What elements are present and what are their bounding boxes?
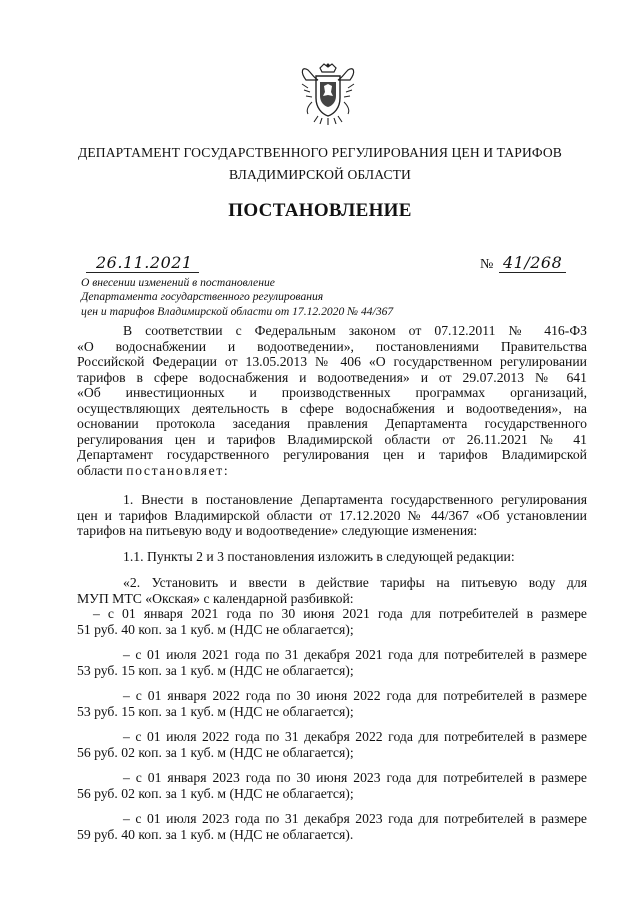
subject-line: О внесении изменений в постановление	[81, 276, 275, 289]
tariff-item	[77, 688, 587, 719]
item-1-paragraph	[77, 492, 587, 539]
document-number: 41/268	[503, 253, 563, 272]
text-line: – с 01 января 2021 года по 30 июня 2021 года для потребителей в размере	[93, 606, 587, 621]
tariff-item	[77, 647, 587, 678]
text-line: тарифов на питьевую воду и водоотведение» следующие изменения:	[77, 523, 478, 538]
text-line: – с 01 июля 2021 года по 31 декабря 2021 года для потребителей в размере	[123, 647, 587, 662]
tariff-item	[77, 811, 587, 842]
tariff-item	[77, 606, 587, 637]
text-line: регулирования цен и тарифов Владимирской области от 26.11.2021 № 41	[77, 431, 587, 447]
text-line: – с 01 января 2023 года по 30 июня 2023 года для потребителей в размере	[123, 770, 587, 785]
text-line: 56 руб. 02 коп. за 1 куб. м (НДС не облагается);	[77, 785, 354, 801]
text-line: – с 01 июля 2022 года по 31 декабря 2022 года для потребителей в размере	[123, 729, 587, 744]
item-2-paragraph	[77, 575, 587, 842]
text-fragment: области	[77, 462, 123, 478]
department-name-line1: ДЕПАРТАМЕНТ ГОСУДАРСТВЕННОГО РЕГУЛИРОВАНИЯ ЦЕН И ТАРИФОВ	[78, 145, 562, 160]
preamble-paragraph	[77, 323, 587, 478]
text-line: основании протокола заседания правления Департамента государственного	[77, 416, 587, 431]
text-line: «2. Установить и ввести в действие тарифы на питьевую воду для	[123, 575, 587, 590]
document-subject	[81, 276, 393, 319]
text-line: 53 руб. 15 коп. за 1 куб. м (НДС не облагается);	[77, 703, 354, 719]
text-line: Российской Федерации от 13.05.2013 № 406 «О государственном регулировании	[77, 354, 587, 369]
text-line: – с 01 июля 2023 года по 31 декабря 2023 года для потребителей в размере	[123, 811, 587, 826]
text-line: 53 руб. 15 коп. за 1 куб. м (НДС не облагается);	[77, 662, 354, 678]
text-line: 1.1. Пункты 2 и 3 постановления изложить в следующей редакции:	[123, 549, 515, 564]
text-line: В соответствии с Федеральным законом от 07.12.2011 № 416-ФЗ	[123, 323, 587, 338]
text-line: Департамент государственного регулирования цен и тарифов Владимирской	[77, 447, 587, 462]
resolves-word: постановляет:	[126, 462, 230, 478]
department-name-line2: ВЛАДИМИРСКОЙ ОБЛАСТИ	[229, 167, 411, 182]
text-line: осуществляющих деятельность в сфере водоснабжения и водоотведения», на	[77, 400, 587, 416]
text-line: – с 01 января 2022 года по 30 июня 2022 года для потребителей в размере	[123, 688, 587, 703]
item-1-1-paragraph	[77, 549, 587, 565]
text-line: 1. Внести в постановление Департамента государственного регулирования	[123, 492, 587, 507]
document-date: 26.11.2021	[96, 253, 193, 272]
tariff-item	[77, 729, 587, 760]
tariff-item	[77, 770, 587, 801]
text-line: «О водоснабжении и водоотведении», постановлениями Правительства	[77, 338, 587, 354]
text-line: МУП МТС «Окская» с календарной разбивкой:	[77, 590, 354, 606]
coat-of-arms-emblem-icon	[298, 62, 358, 126]
text-line: цен и тарифов Владимирской области от 17.12.2020 № 44/367 «Об установлении	[77, 507, 587, 523]
document-type-title: ПОСТАНОВЛЕНИЕ	[228, 200, 412, 221]
number-label: №	[480, 257, 494, 272]
text-line	[77, 463, 587, 479]
text-line: 59 руб. 40 коп. за 1 куб. м (НДС не облагается).	[77, 826, 354, 842]
subject-line: Департамента государственного регулирования	[81, 290, 324, 304]
text-line: «Об инвестиционных и производственных программах организаций,	[77, 385, 587, 400]
text-line: тарифов в сфере водоснабжения и водоотведения» и от 29.07.2013 № 641	[77, 369, 587, 385]
text-line: 56 руб. 02 коп. за 1 куб. м (НДС не облагается);	[77, 744, 354, 760]
text-line: 51 руб. 40 коп. за 1 куб. м (НДС не облагается);	[77, 621, 354, 637]
subject-line: цен и тарифов Владимирской области от 17.12.2020 № 44/367	[81, 304, 394, 318]
